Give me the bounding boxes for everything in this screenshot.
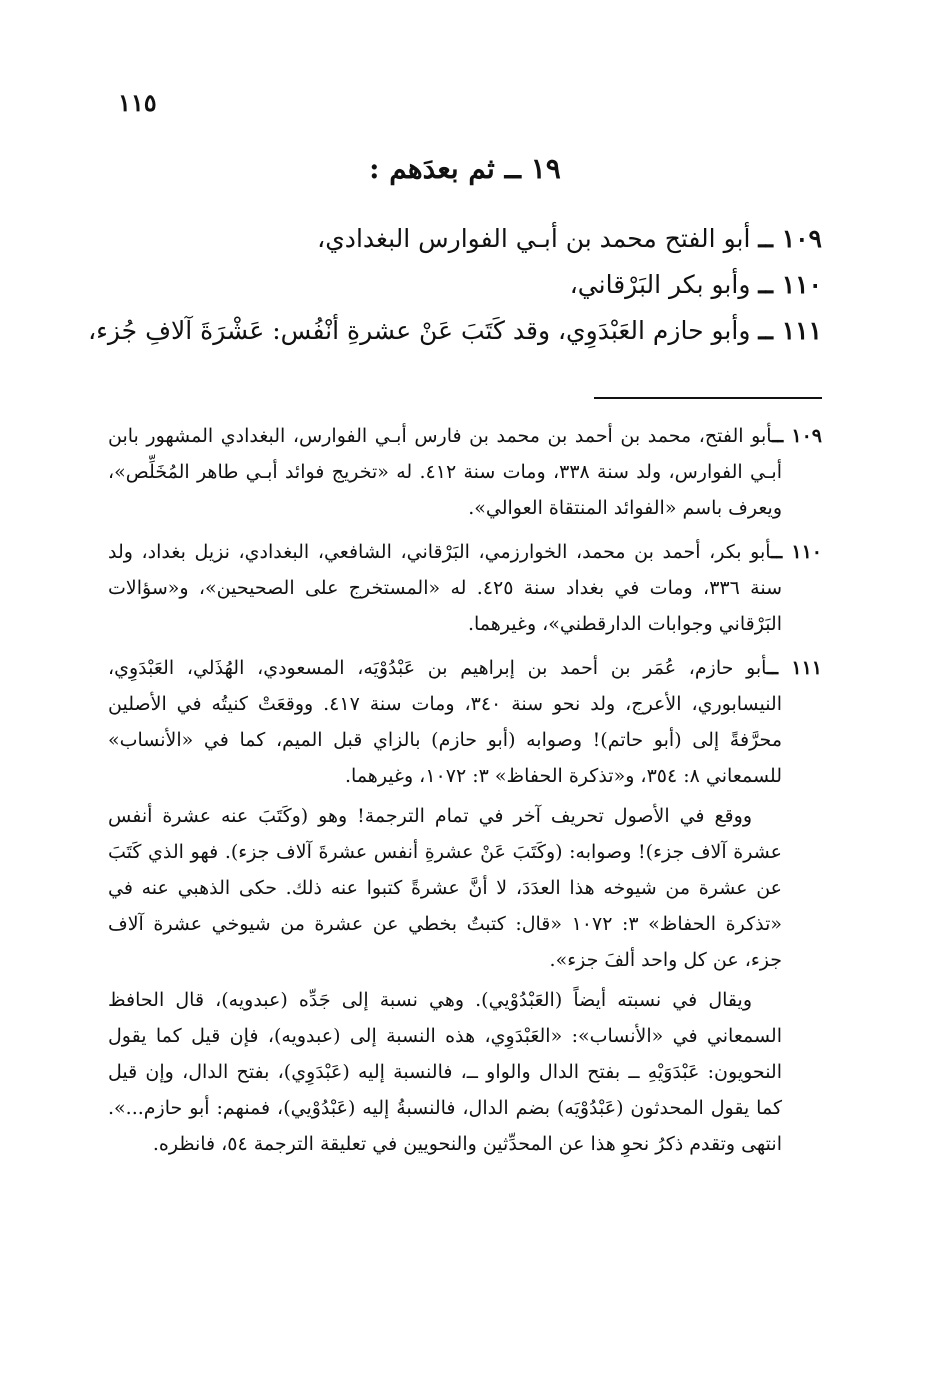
footnote-text	[108, 650, 822, 794]
footnote-text	[108, 534, 822, 642]
main-entry-111	[88, 308, 822, 354]
main-entries-list	[88, 216, 822, 354]
footnote-111	[108, 650, 822, 1162]
footnote-text	[108, 418, 822, 526]
entry-text: وأبو بكر البَرْقاني،	[569, 270, 759, 299]
entry-text: أبو الفتح محمد بن أبـي الفوارس البغدادي،	[317, 224, 759, 253]
footnote-109	[108, 418, 822, 526]
footnote-separator	[594, 397, 822, 399]
footnote-number: ١٠٩ ــ	[772, 425, 823, 447]
entry-number: ١١١ ــ	[758, 316, 822, 345]
page-number: ١١٥	[118, 88, 157, 117]
entry-number: ١١٠ ــ	[758, 270, 822, 299]
chapter-heading: ١٩ ــ ثم بعدَهم :	[369, 152, 561, 185]
footnote-body: أبو حازم، عُمَر بن أحمد بن إبراهيم بن عَبْدُوْيَه، المسعودي، الهُذَلي، العَبْدَوِي، النيسابوري، الأعرج، ولد نحو سنة ٣٤٠، ومات سنة ٤١٧. ووقعَتْ كنيتُه في الأصلين محرَّفةً إلى (أبو حاتم)! وصوابه (أبو حازم) بالزاي قبل الميم، كما في «الأنساب» للسمعاني ٨: ٣٥٤، و«تذكرة الحفاظ» ٣: ١٠٧٢، وغيرهما.	[108, 657, 782, 787]
entry-number: ١٠٩ ــ	[758, 224, 822, 253]
entry-text: وأبو حازم العَبْدَوِي، وقد كَتَبَ عَنْ عشرةِ أنْفُس: عَشْرَةَ آلافِ جُزء،	[88, 316, 759, 345]
footnote-number: ١١٠ ــ	[771, 541, 823, 563]
footnotes-section	[108, 418, 822, 1170]
footnote-body: أبو بكر، أحمد بن محمد، الخوارزمي، البَرْقاني، الشافعي، البغدادي، نزيل بغداد، ولد سنة ٣٣٦، ومات في بغداد سنة ٤٢٥. له «المستخرج على الصحيحين»، و«سؤالات البَرْقاني وجوابات الدارقطني»، وغيرهما.	[108, 541, 782, 635]
footnote-number: ١١١ ــ	[766, 657, 823, 679]
footnote-110	[108, 534, 822, 642]
footnote-paragraph: ووقع في الأصول تحريف آخر في تمام الترجمة! وهو (وكَتَبَ عنه عشرة أنفس عشرة آلاف جزء)! وصوابه: (وكَتَبَ عَنْ عشرةِ أنفس عشرةَ آلاف جزء). فهو الذي كَتَبَ عن عشرة من شيوخه هذا العدَدَ، لا أنَّ عشرةً كتبوا عنه ذلك. حكى الذهبي عنه في «تذكرة الحفاظ» ٣: ١٠٧٢ «قال: كتبتُ بخطي عن عشرة من شيوخي عشرة آلاف جزء، عن كل واحد ألفَ جزء».	[108, 805, 782, 971]
footnote-paragraph: ويقال في نسبته أيضاً (العَبْدُوْيي). وهي نسبة إلى جَدِّه (عبدويه)، قال الحافظ السمعاني في «الأنساب»: «العَبْدَوِي، هذه النسبة إلى (عبدويه)، فإن قيل كما يقول النحويون: عَبْدَوَيْهِ ــ بفتح الدال والواو ــ، فالنسبة إليه (عَبْدَوِي)، بفتح الدال، وإن قيل كما يقول المحدثون (عَبْدُوْيَه) بضم الدال، فالنسبةُ إليه (عَبْدُوْيي)، فمنهم: أبو حازم...». انتهى وتقدم ذكرُ نحوِ هذا عن المحدِّثين والنحويين في تعليقة الترجمة ٥٤، فانظره.	[108, 989, 782, 1155]
main-entry-110	[122, 262, 822, 308]
footnote-body: أبو الفتح، محمد بن أحمد بن محمد بن فارس أبـي الفوارس، البغدادي المشهور بابن أبـي الفوارس، ولد سنة ٣٣٨، ومات سنة ٤١٢. له «تخريج فوائد أبـي طاهر المُخَلِّص»، ويعرف باسم «الفوائد المنتقاة العوالي».	[108, 425, 782, 519]
main-entry-109	[122, 216, 822, 262]
